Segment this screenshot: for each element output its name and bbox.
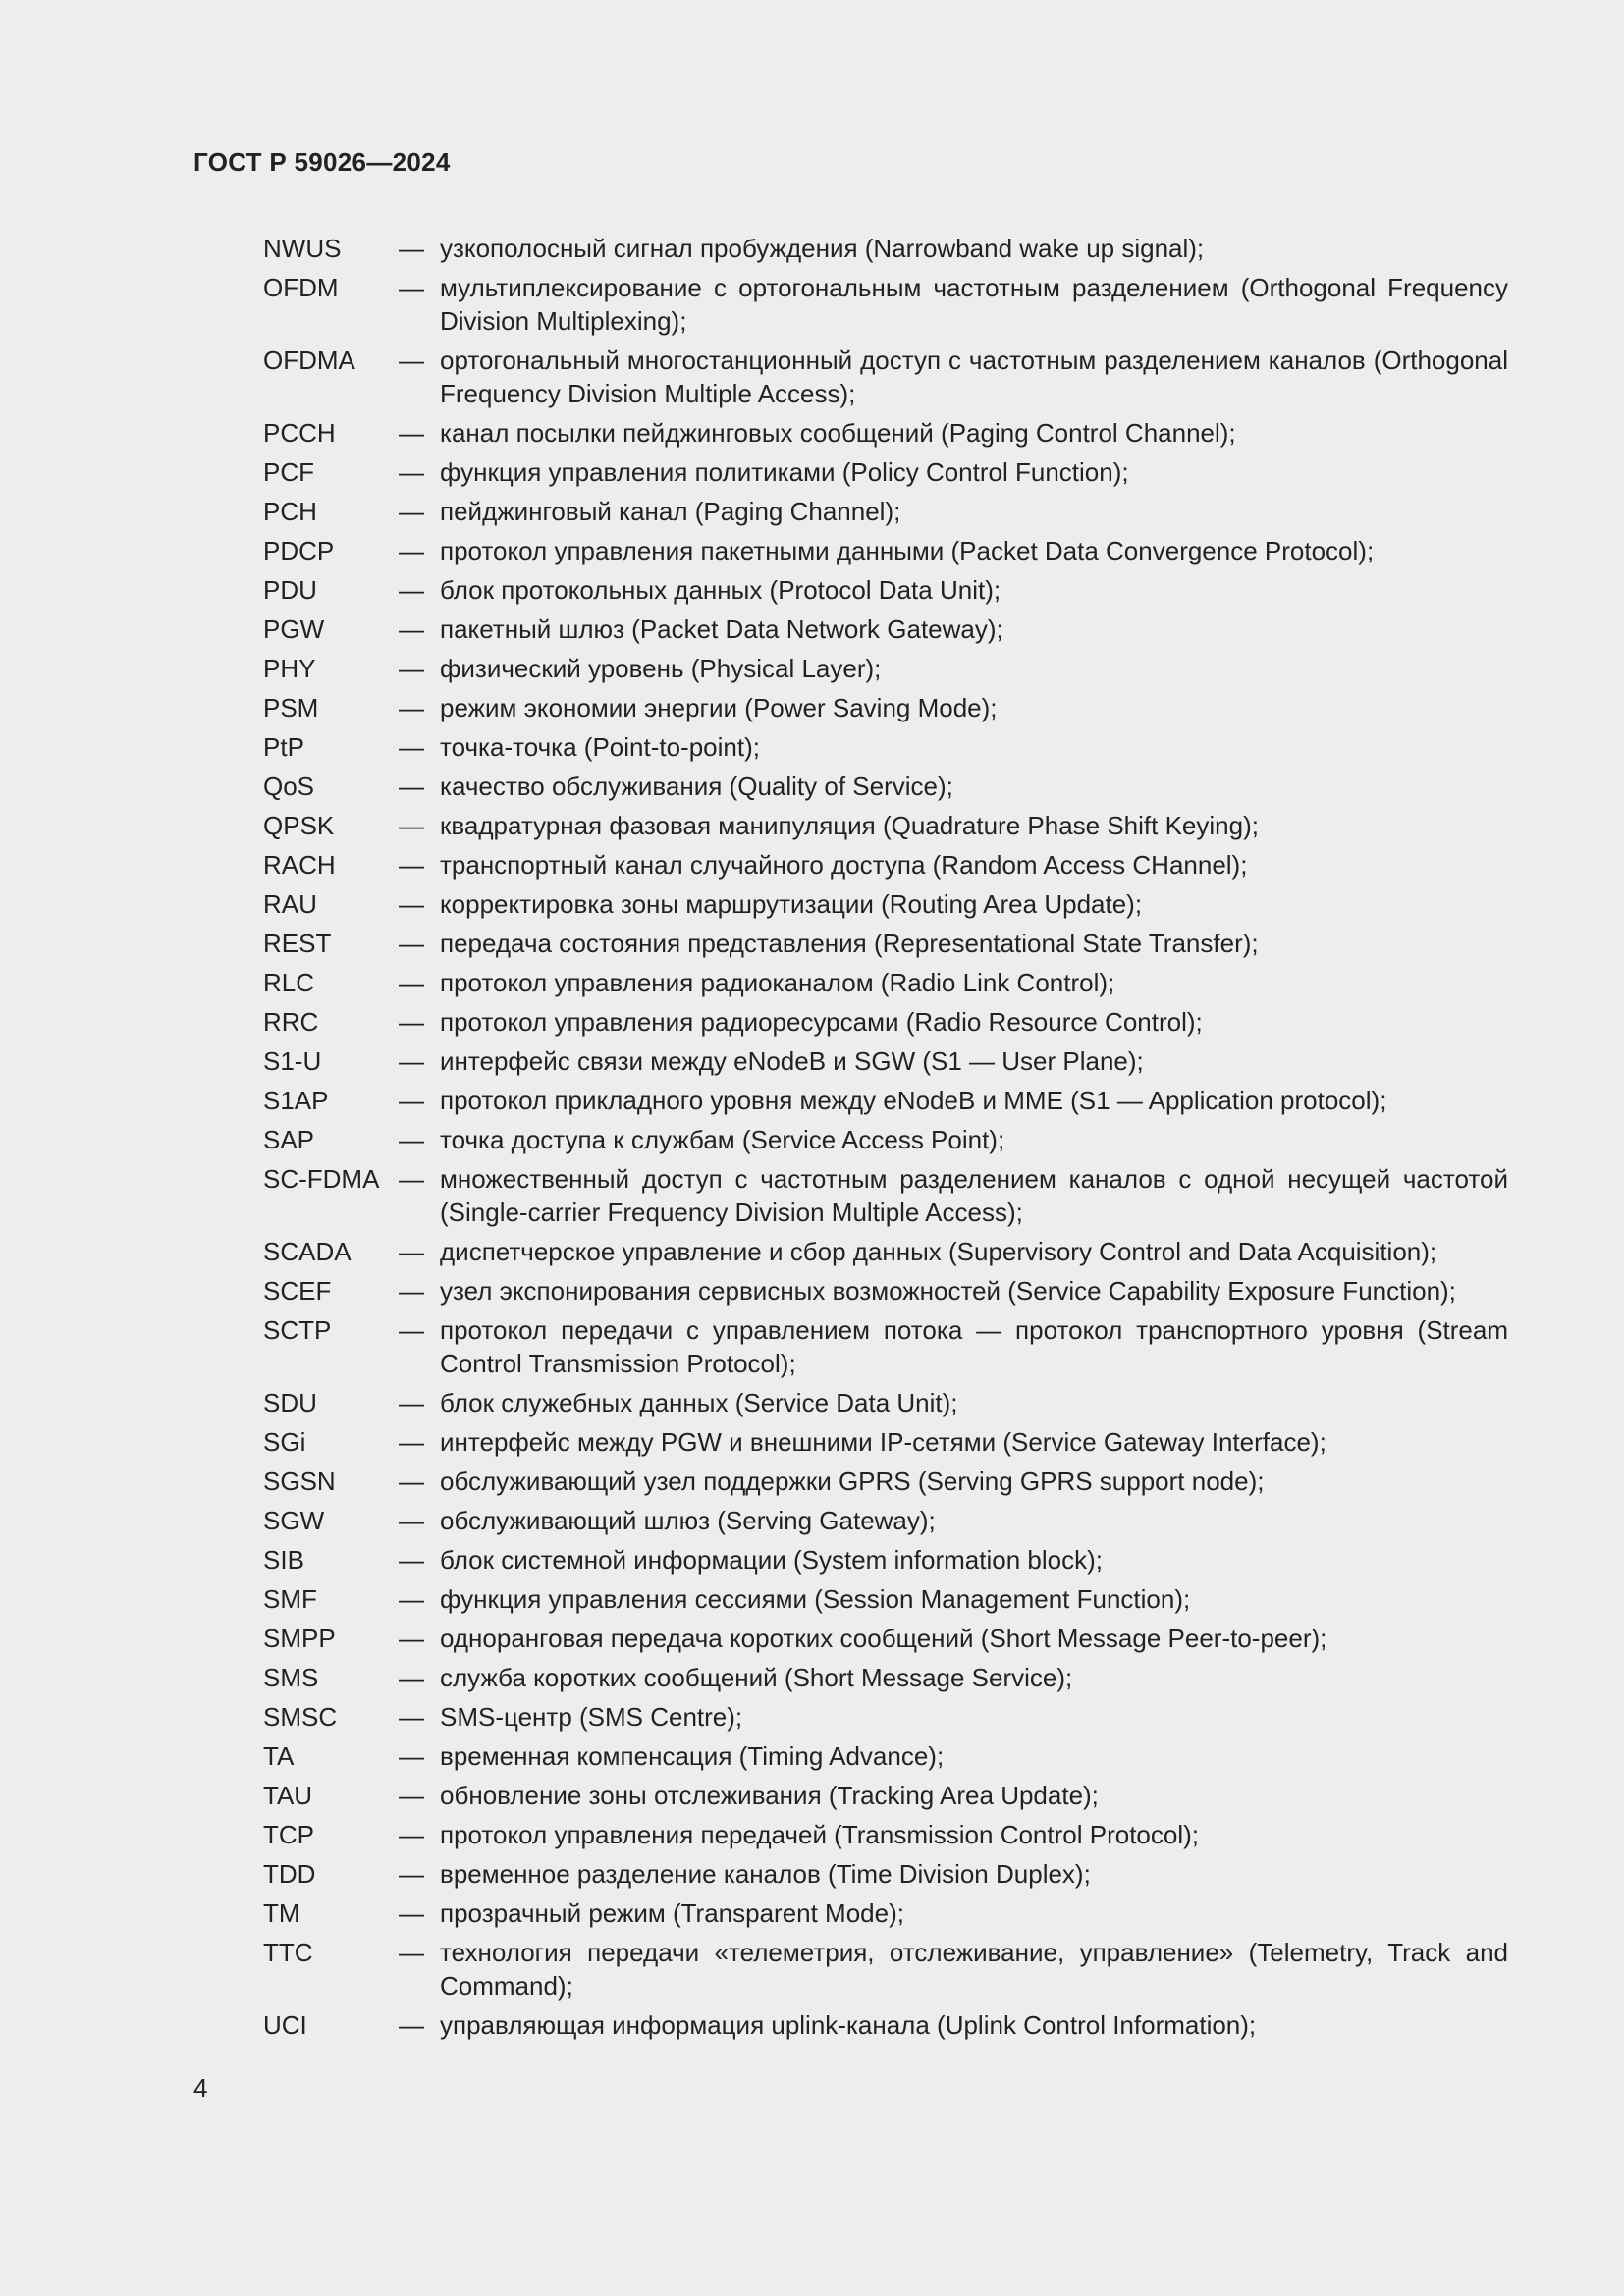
abbreviation-dash: — — [399, 1467, 424, 1496]
abbreviation-dash: — — [399, 1663, 424, 1692]
abbreviation-term: SCEF — [263, 1276, 332, 1306]
abbreviation-entry — [263, 770, 1508, 803]
abbreviation-term: SCADA — [263, 1237, 352, 1266]
abbreviation-definition: транспортный канал случайного доступа (Random Access CHannel); — [440, 850, 1248, 880]
abbreviation-entry — [263, 691, 1508, 724]
abbreviation-entry — [263, 1896, 1508, 1930]
abbreviation-dash: — — [399, 1315, 424, 1345]
abbreviation-entry — [263, 848, 1508, 881]
abbreviation-definition: функция управления сессиями (Session Management Function); — [440, 1584, 1191, 1614]
abbreviation-entry — [263, 1162, 1508, 1229]
abbreviation-dash: — — [399, 1007, 424, 1037]
abbreviation-definition: узкополосный сигнал пробуждения (Narrowband wake up signal); — [440, 234, 1205, 263]
abbreviation-dash: — — [399, 1164, 424, 1194]
abbreviation-definition: качество обслуживания (Quality of Service); — [440, 772, 953, 801]
abbreviation-dash: — — [399, 929, 424, 958]
abbreviation-dash: — — [399, 1781, 424, 1810]
abbreviation-entry — [263, 809, 1508, 842]
abbreviation-term: TM — [263, 1898, 300, 1928]
abbreviation-term: TTC — [263, 1938, 313, 1967]
abbreviation-entry — [263, 1465, 1508, 1498]
abbreviation-term: SIB — [263, 1545, 304, 1575]
abbreviation-dash: — — [399, 1859, 424, 1889]
abbreviation-term: QoS — [263, 772, 315, 801]
abbreviation-definition: блок протокольных данных (Protocol Data Unit); — [440, 575, 1001, 605]
abbreviation-dash: — — [399, 536, 424, 565]
abbreviation-entry — [263, 344, 1508, 410]
abbreviation-entry — [263, 1739, 1508, 1773]
abbreviation-term: S1AP — [263, 1086, 329, 1115]
abbreviation-term: RAU — [263, 889, 317, 919]
abbreviation-term: PDU — [263, 575, 317, 605]
abbreviation-entry — [263, 1313, 1508, 1380]
abbreviation-term: PCF — [263, 457, 314, 487]
abbreviation-definition: интерфейс связи между eNodeB и SGW (S1 — User Plane); — [440, 1046, 1144, 1076]
abbreviation-dash: — — [399, 693, 424, 722]
abbreviation-term: NWUS — [263, 234, 342, 263]
abbreviation-entry — [263, 613, 1508, 646]
abbreviation-definition: протокол передачи с управлением потока — протокол транспортного уровня (Stream Control Transmission Protocol); — [440, 1315, 1508, 1378]
abbreviation-definition: прозрачный режим (Transparent Mode); — [440, 1898, 904, 1928]
abbreviation-dash: — — [399, 968, 424, 997]
abbreviation-definition: SMS-центр (SMS Centre); — [440, 1702, 743, 1732]
abbreviation-term: UCI — [263, 2010, 307, 2040]
abbreviation-term: TA — [263, 1741, 295, 1771]
abbreviation-entry — [263, 1818, 1508, 1851]
abbreviation-dash: — — [399, 1276, 424, 1306]
abbreviation-term: SMSC — [263, 1702, 338, 1732]
abbreviation-definition: одноранговая передача коротких сообщений (Short Message Peer-to-peer); — [440, 1624, 1327, 1653]
abbreviation-term: OFDM — [263, 273, 339, 302]
abbreviation-definition: блок системной информации (System information block); — [440, 1545, 1103, 1575]
abbreviation-definition: блок служебных данных (Service Data Unit); — [440, 1388, 958, 1417]
abbreviation-dash: — — [399, 273, 424, 302]
abbreviation-dash: — — [399, 575, 424, 605]
abbreviation-dash: — — [399, 1938, 424, 1967]
abbreviation-definition: узел экспонирования сервисных возможностей (Service Capability Exposure Function); — [440, 1276, 1456, 1306]
abbreviation-term: OFDMA — [263, 346, 355, 375]
abbreviation-term: SMS — [263, 1663, 319, 1692]
abbreviation-dash: — — [399, 850, 424, 880]
abbreviation-term: RACH — [263, 850, 336, 880]
abbreviation-definition: обслуживающий шлюз (Serving Gateway); — [440, 1506, 936, 1535]
abbreviation-term: SGW — [263, 1506, 325, 1535]
abbreviation-term: S1-U — [263, 1046, 322, 1076]
abbreviation-term: TDD — [263, 1859, 316, 1889]
abbreviation-dash: — — [399, 2010, 424, 2040]
abbreviation-dash: — — [399, 457, 424, 487]
abbreviation-term: SGSN — [263, 1467, 336, 1496]
abbreviation-definition: корректировка зоны маршрутизации (Routing Area Update); — [440, 889, 1143, 919]
abbreviation-entry — [263, 652, 1508, 685]
abbreviation-definition: управляющая информация uplink-канала (Uplink Control Information); — [440, 2010, 1257, 2040]
page-number: 4 — [193, 2073, 208, 2103]
abbreviation-entry — [263, 1622, 1508, 1655]
abbreviation-entry — [263, 455, 1508, 489]
abbreviation-dash: — — [399, 1237, 424, 1266]
abbreviation-term: SDU — [263, 1388, 317, 1417]
abbreviation-dash: — — [399, 1086, 424, 1115]
abbreviation-entry — [263, 573, 1508, 607]
abbreviation-term: SAP — [263, 1125, 315, 1154]
abbreviation-definition: канал посылки пейджинговых сообщений (Paging Control Channel); — [440, 418, 1236, 448]
abbreviation-definition: протокол управления радиоресурсами (Radio Resource Control); — [440, 1007, 1203, 1037]
abbreviation-definition: интерфейс между PGW и внешними IP-сетями (Service Gateway Interface); — [440, 1427, 1326, 1457]
abbreviation-definition: временная компенсация (Timing Advance); — [440, 1741, 945, 1771]
abbreviation-dash: — — [399, 772, 424, 801]
abbreviation-definition: мультиплексирование с ортогональным частотным разделением (Orthogonal Frequency Division Multiplexing); — [440, 273, 1508, 336]
abbreviation-term: PSM — [263, 693, 319, 722]
abbreviation-term: SMPP — [263, 1624, 336, 1653]
abbreviation-dash: — — [399, 1702, 424, 1732]
abbreviation-term: PCH — [263, 497, 317, 526]
abbreviation-definition: режим экономии энергии (Power Saving Mode); — [440, 693, 998, 722]
abbreviation-entry — [263, 1700, 1508, 1734]
abbreviation-term: PCCH — [263, 418, 336, 448]
abbreviation-entry — [263, 1274, 1508, 1308]
abbreviation-entry — [263, 1044, 1508, 1078]
document-header-title: ГОСТ Р 59026—2024 — [193, 147, 451, 177]
abbreviation-dash: — — [399, 1820, 424, 1849]
abbreviation-entry — [263, 1005, 1508, 1039]
abbreviation-entry — [263, 1661, 1508, 1694]
abbreviation-definition: обслуживающий узел поддержки GPRS (Serving GPRS support node); — [440, 1467, 1265, 1496]
abbreviation-dash: — — [399, 497, 424, 526]
abbreviation-entry — [263, 1936, 1508, 2002]
abbreviation-entry — [263, 271, 1508, 338]
abbreviation-term: REST — [263, 929, 332, 958]
abbreviation-entry — [263, 1582, 1508, 1616]
abbreviation-entry — [263, 1779, 1508, 1812]
abbreviation-entry — [263, 1123, 1508, 1156]
abbreviation-entry — [263, 495, 1508, 528]
abbreviation-dash: — — [399, 234, 424, 263]
abbreviation-term: PtP — [263, 732, 304, 762]
abbreviation-term: QPSK — [263, 811, 335, 840]
abbreviation-entry — [263, 1084, 1508, 1117]
abbreviation-definition: пакетный шлюз (Packet Data Network Gateway); — [440, 614, 1003, 644]
abbreviation-definition: временное разделение каналов (Time Division Duplex); — [440, 1859, 1091, 1889]
abbreviation-entry — [263, 2008, 1508, 2042]
abbreviation-entry — [263, 1425, 1508, 1459]
abbreviation-entry — [263, 966, 1508, 999]
abbreviation-dash: — — [399, 654, 424, 683]
abbreviation-definition: точка-точка (Point-to-point); — [440, 732, 760, 762]
abbreviation-term: PHY — [263, 654, 316, 683]
abbreviation-dash: — — [399, 1388, 424, 1417]
abbreviation-dash: — — [399, 1427, 424, 1457]
abbreviation-definition: квадратурная фазовая манипуляция (Quadrature Phase Shift Keying); — [440, 811, 1259, 840]
abbreviation-term: TCP — [263, 1820, 314, 1849]
abbreviation-entry — [263, 232, 1508, 265]
abbreviation-definition: точка доступа к службам (Service Access Point); — [440, 1125, 1005, 1154]
abbreviation-dash: — — [399, 1125, 424, 1154]
abbreviation-definition: технология передачи «телеметрия, отслеживание, управление» (Telemetry, Track and Command); — [440, 1938, 1508, 2001]
abbreviation-term: SMF — [263, 1584, 317, 1614]
abbreviation-dash: — — [399, 732, 424, 762]
abbreviation-definition: обновление зоны отслеживания (Tracking Area Update); — [440, 1781, 1099, 1810]
abbreviation-term: SCTP — [263, 1315, 332, 1345]
abbreviation-entry — [263, 1386, 1508, 1419]
abbreviation-entry — [263, 927, 1508, 960]
abbreviation-definition: протокол прикладного уровня между eNodeB и MME (S1 — Application protocol); — [440, 1086, 1387, 1115]
abbreviation-dash: — — [399, 418, 424, 448]
abbreviation-entry — [263, 416, 1508, 450]
abbreviation-entry — [263, 1857, 1508, 1891]
abbreviation-term: TAU — [263, 1781, 313, 1810]
abbreviation-list — [263, 232, 1508, 2048]
abbreviation-term: RRC — [263, 1007, 319, 1037]
abbreviation-entry — [263, 730, 1508, 764]
abbreviation-dash: — — [399, 1506, 424, 1535]
abbreviation-definition: пейджинговый канал (Paging Channel); — [440, 497, 901, 526]
abbreviation-dash: — — [399, 614, 424, 644]
abbreviation-term: PGW — [263, 614, 325, 644]
abbreviation-term: SC-FDMA — [263, 1164, 380, 1194]
abbreviation-dash: — — [399, 1545, 424, 1575]
abbreviation-entry — [263, 1543, 1508, 1576]
abbreviation-definition: передача состояния представления (Representational State Transfer); — [440, 929, 1259, 958]
abbreviation-dash: — — [399, 1624, 424, 1653]
abbreviation-definition: ортогональный многостанционный доступ с частотным разделением каналов (Orthogonal Frequency Division Multiple Access); — [440, 346, 1508, 408]
abbreviation-definition: служба коротких сообщений (Short Message Service); — [440, 1663, 1073, 1692]
abbreviation-entry — [263, 887, 1508, 921]
abbreviation-term: SGi — [263, 1427, 306, 1457]
abbreviation-dash: — — [399, 889, 424, 919]
abbreviation-dash: — — [399, 1898, 424, 1928]
abbreviation-definition: множественный доступ с частотным разделением каналов с одной несущей частотой (Single-carrier Frequency Division Multiple Access); — [440, 1164, 1508, 1227]
abbreviation-term: PDCP — [263, 536, 335, 565]
abbreviation-definition: диспетчерское управление и сбор данных (Supervisory Control and Data Acquisition); — [440, 1237, 1437, 1266]
abbreviation-definition: функция управления политиками (Policy Control Function); — [440, 457, 1129, 487]
abbreviation-dash: — — [399, 811, 424, 840]
abbreviation-dash: — — [399, 1741, 424, 1771]
abbreviation-definition: протокол управления передачей (Transmission Control Protocol); — [440, 1820, 1199, 1849]
abbreviation-definition: физический уровень (Physical Layer); — [440, 654, 882, 683]
abbreviation-definition: протокол управления пакетными данными (Packet Data Convergence Protocol); — [440, 536, 1375, 565]
abbreviation-term: RLC — [263, 968, 315, 997]
abbreviation-entry — [263, 1504, 1508, 1537]
abbreviation-entry — [263, 534, 1508, 567]
abbreviation-entry — [263, 1235, 1508, 1268]
abbreviation-definition: протокол управления радиоканалом (Radio Link Control); — [440, 968, 1115, 997]
abbreviation-dash: — — [399, 346, 424, 375]
abbreviation-dash: — — [399, 1584, 424, 1614]
abbreviation-dash: — — [399, 1046, 424, 1076]
